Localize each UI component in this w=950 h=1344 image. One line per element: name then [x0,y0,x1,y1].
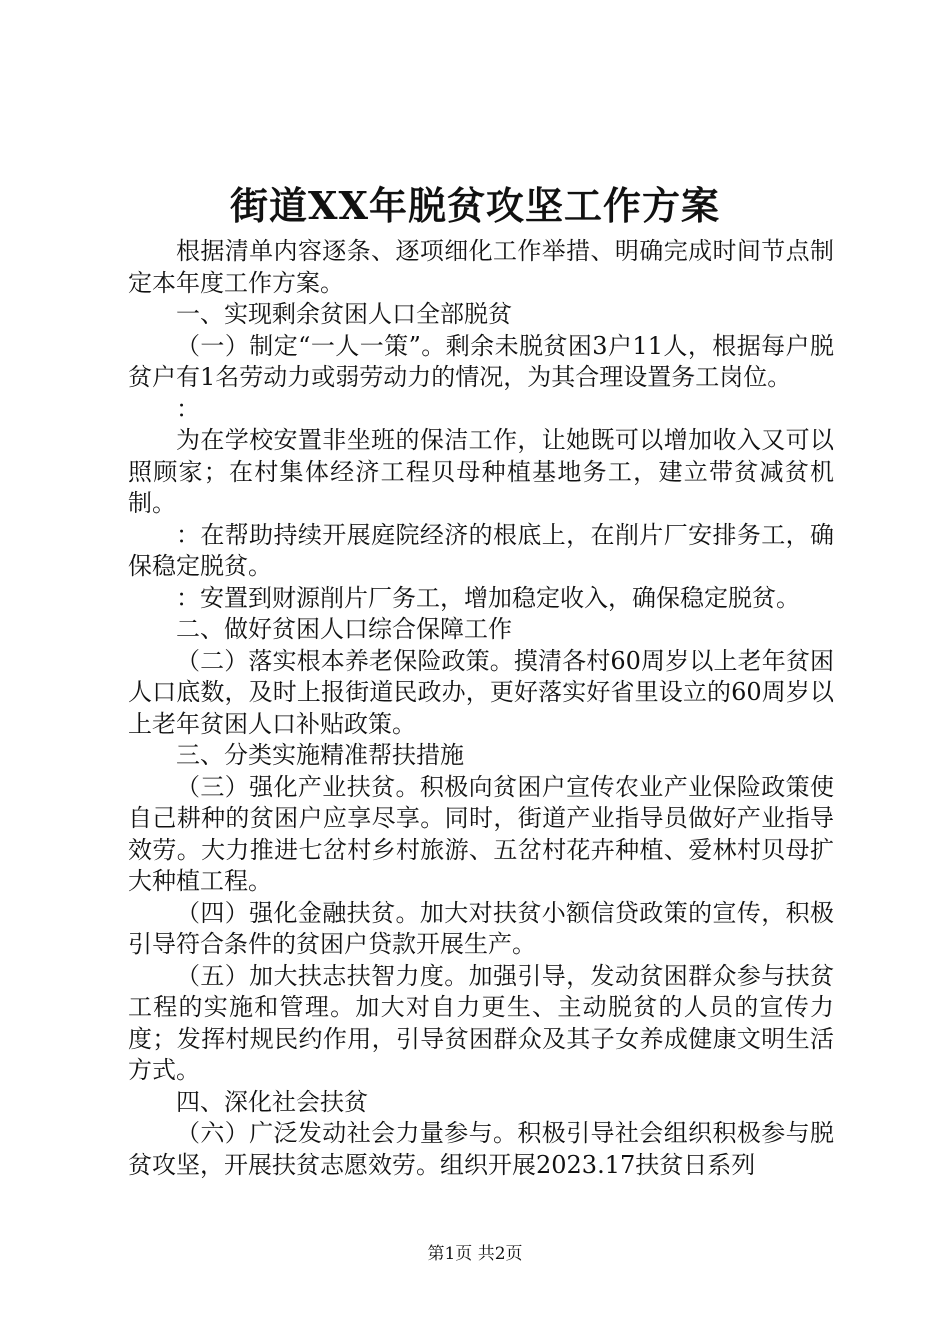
paragraph: （五）加大扶志扶智力度。加强引导，发动贫困群众参与扶贫工程的实施和管理。加大对自力更生、主动脱贫的人员的宣传力度；发挥村规民约作用，引导贫困群众及其子女养成健康文明生活方式。 [128,961,834,1084]
paragraph: 为在学校安置非坐班的保洁工作，让她既可以增加收入又可以照顾家；在村集体经济工程贝母种植基地务工，建立带贫减贫机制。 [128,426,834,517]
paragraph: ：安置到财源削片厂务工，增加稳定收入，确保稳定脱贫。 [176,583,800,612]
document-body [128,236,834,1181]
paragraph: 根据清单内容逐条、逐项细化工作举措、明确完成时间节点制定本年度工作方案。 [128,237,834,297]
page-footer: 第1页 共2页 [427,1244,523,1264]
section-heading: 一、实现剩余贫困人口全部脱贫 [176,300,512,328]
paragraph: （四）强化金融扶贫。加大对扶贫小额信贷政策的宣传，积极引导符合条件的贫困户贷款开展生产。 [128,898,834,958]
paragraph: （三）强化产业扶贫。积极向贫困户宣传农业产业保险政策使自己耕种的贫困户应享尽享。同时，街道产业指导员做好产业指导效劳。大力推进七岔村乡村旅游、五岔村花卉种植、爱林村贝母扩大种植工程。 [128,772,834,895]
section-heading: 四、深化社会扶贫 [176,1087,368,1116]
paragraph: ： [176,394,200,423]
section-heading: 二、做好贫困人口综合保障工作 [176,615,512,643]
paragraph: （二）落实根本养老保险政策。摸清各村60周岁以上老年贫困人口底数，及时上报街道民政办，更好落实好省里设立的60周岁以上老年贫困人口补贴政策。 [128,646,834,738]
paragraph: （一）制定“一人一策”。剩余未脱贫困3户11人，根据每户脱贫户有1名劳动力或弱劳动力的情况，为其合理设置务工岗位。 [128,331,834,391]
paragraph: ：在帮助持续开展庭院经济的根底上，在削片厂安排务工，确保稳定脱贫。 [128,520,834,580]
section-heading: 三、分类实施精准帮扶措施 [176,741,464,769]
document-title: 街道XX年脱贫攻坚工作方案 [230,183,720,228]
paragraph: （六）广泛发动社会力量参与。积极引导社会组织积极参与脱贫攻坚，开展扶贫志愿效劳。组织开展2023.17扶贫日系列 [128,1119,834,1179]
